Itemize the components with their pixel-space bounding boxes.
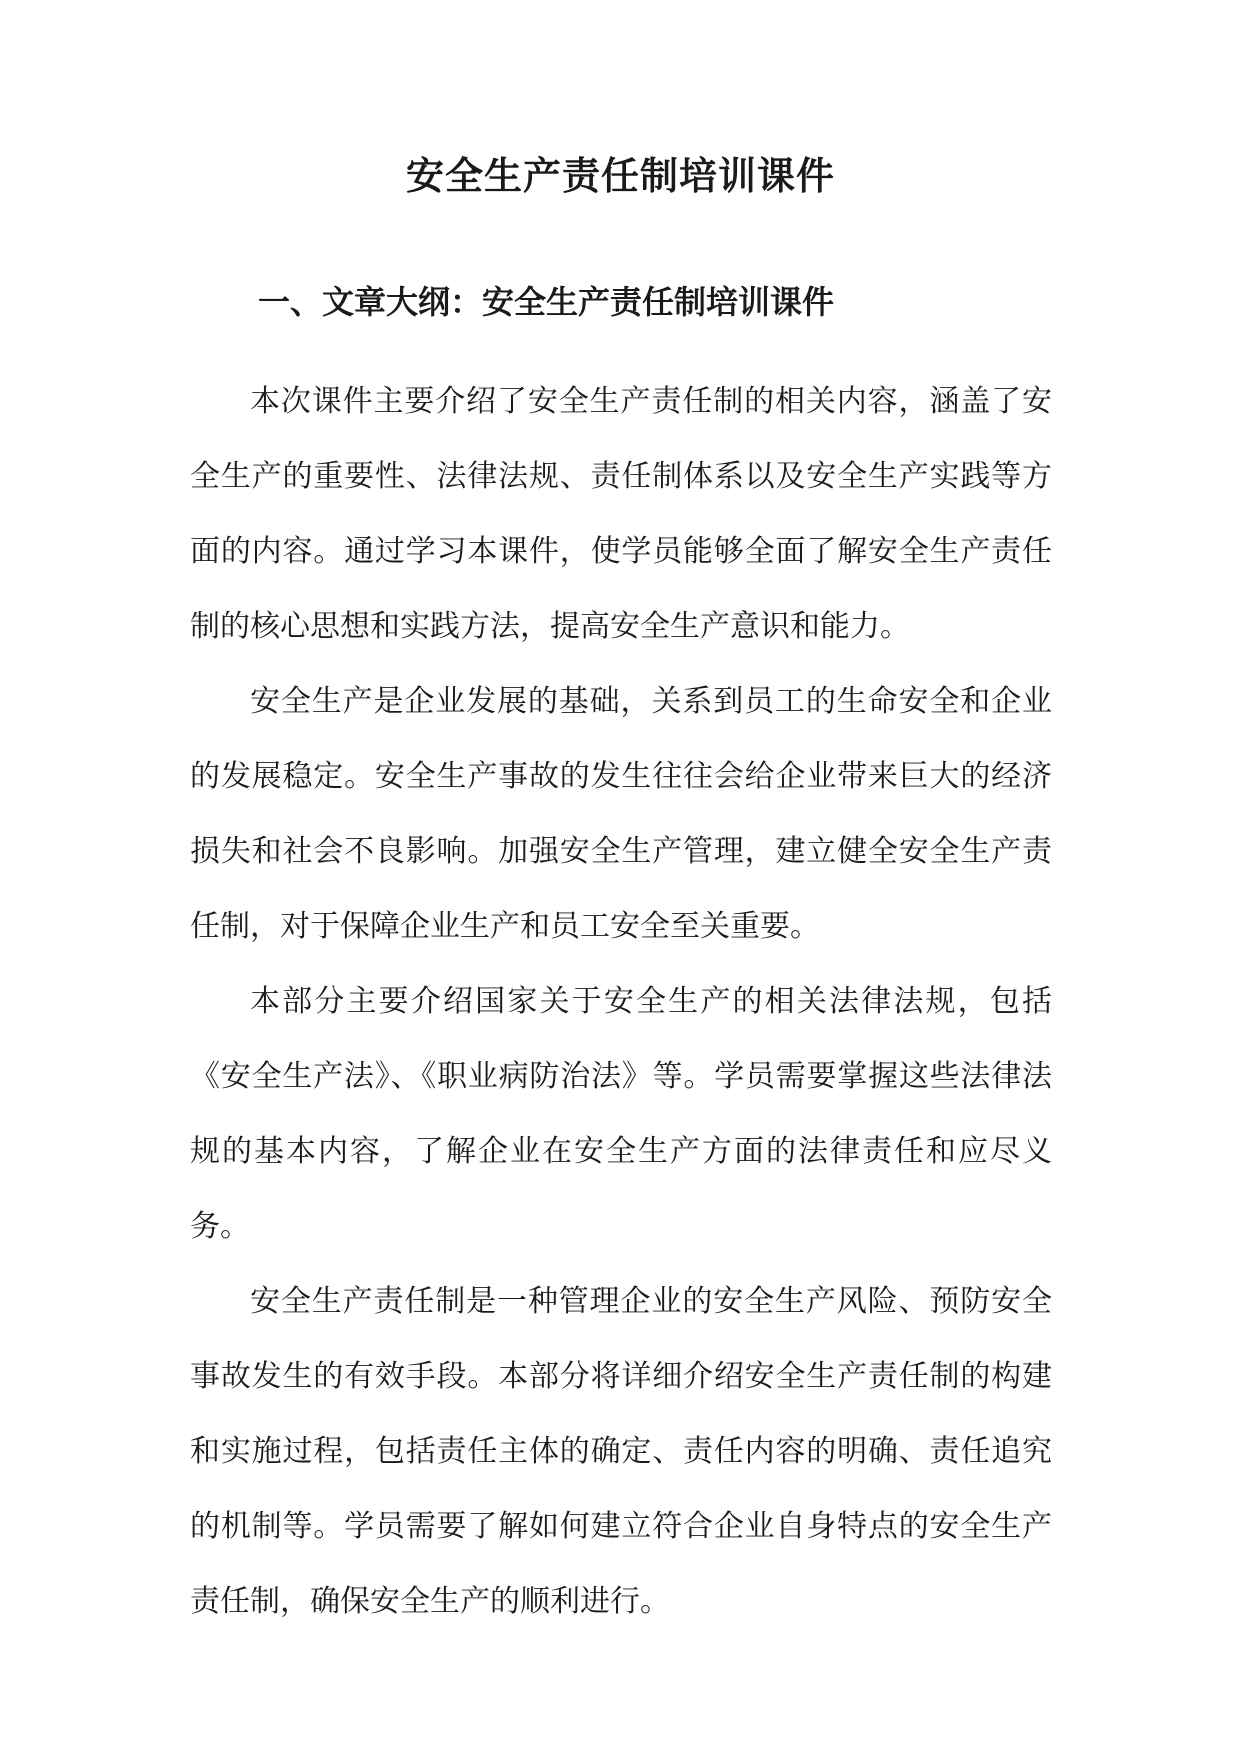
paragraph-intro: 本次课件主要介绍了安全生产责任制的相关内容，涵盖了安全生产的重要性、法律法规、责任制体系以及安全生产实践等方面的内容。通过学习本课件，使学员能够全面了解安全生产责任制的核心思想和实践方法，提高安全生产意识和能力。	[190, 384, 1052, 644]
paragraph-responsibility-system: 安全生产责任制是一种管理企业的安全生产风险、预防安全事故发生的有效手段。本部分将详细介绍安全生产责任制的构建和实施过程，包括责任主体的确定、责任内容的明确、责任追究的机制等。学员需要了解如何建立符合企业自身特点的安全生产责任制，确保安全生产的顺利进行。	[190, 1284, 1052, 1619]
document-body	[190, 364, 1052, 1639]
paragraph-laws: 本部分主要介绍国家关于安全生产的相关法律法规，包括《安全生产法》、《职业病防治法》等。学员需要掌握这些法律法规的基本内容，了解企业在安全生产方面的法律责任和应尽义务。	[190, 984, 1052, 1244]
paragraph-importance: 安全生产是企业发展的基础，关系到员工的生命安全和企业的发展稳定。安全生产事故的发生往往会给企业带来巨大的经济损失和社会不良影响。加强安全生产管理，建立健全安全生产责任制，对于保障企业生产和员工安全至关重要。	[190, 684, 1052, 944]
section-heading: 一、文章大纲：安全生产责任制培训课件	[258, 283, 835, 321]
document-title: 安全生产责任制培训课件	[405, 153, 835, 198]
